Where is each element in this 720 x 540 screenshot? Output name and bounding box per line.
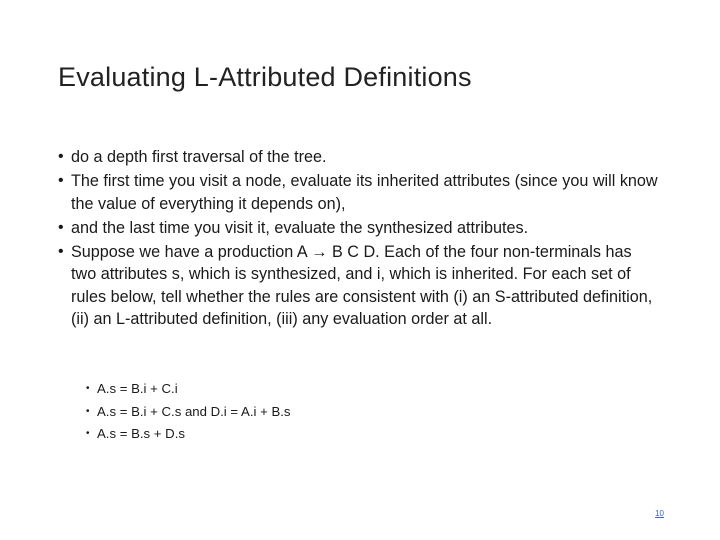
sub-bullet-dot: • xyxy=(86,405,90,417)
page-number[interactable]: 10 xyxy=(655,509,664,518)
sub-bullet-list xyxy=(86,378,291,446)
bullet-list xyxy=(58,146,658,332)
bullet-item xyxy=(58,217,658,240)
bullet-text: and the last time you visit it, evaluate the synthesized attributes. xyxy=(71,218,529,237)
bullet-text: do a depth first traversal of the tree. xyxy=(71,148,327,166)
bullet-item xyxy=(58,170,658,215)
sub-bullet-text: A.s = B.i + C.s and D.i = A.i + B.s xyxy=(97,403,291,419)
sub-bullet-item xyxy=(86,423,291,446)
sub-bullet-text: A.s = B.s + D.s xyxy=(97,426,185,441)
sub-bullet-item xyxy=(86,401,291,424)
sub-bullet-dot: • xyxy=(86,428,90,439)
sub-bullet-text: A.s = B.i + C.i xyxy=(97,381,178,396)
bullet-dot: • xyxy=(58,172,64,189)
bullet-dot: • xyxy=(58,148,64,165)
bullet-item xyxy=(58,146,658,169)
bullet-text: Suppose we have a production A → B C D. Each of the four non-terminals has two attributes s, which is synthesized, and i, which is inherited. For each set of rules below, tell whether the rules are consistent with (i) an S-attributed definition, (ii) an L-attributed definition, (iii) any evaluation order at all. xyxy=(71,242,653,328)
slide-title: Evaluating L-Attributed Definitions xyxy=(58,62,472,92)
bullet-text: The first time you visit a node, evaluate its inherited attributes (since you will know the value of everything it depends on), xyxy=(71,172,658,213)
bullet-dot: • xyxy=(58,218,64,236)
bullet-dot: • xyxy=(58,242,64,260)
bullet-item xyxy=(58,241,658,331)
sub-bullet-dot: • xyxy=(86,383,90,394)
sub-bullet-item xyxy=(86,378,291,401)
